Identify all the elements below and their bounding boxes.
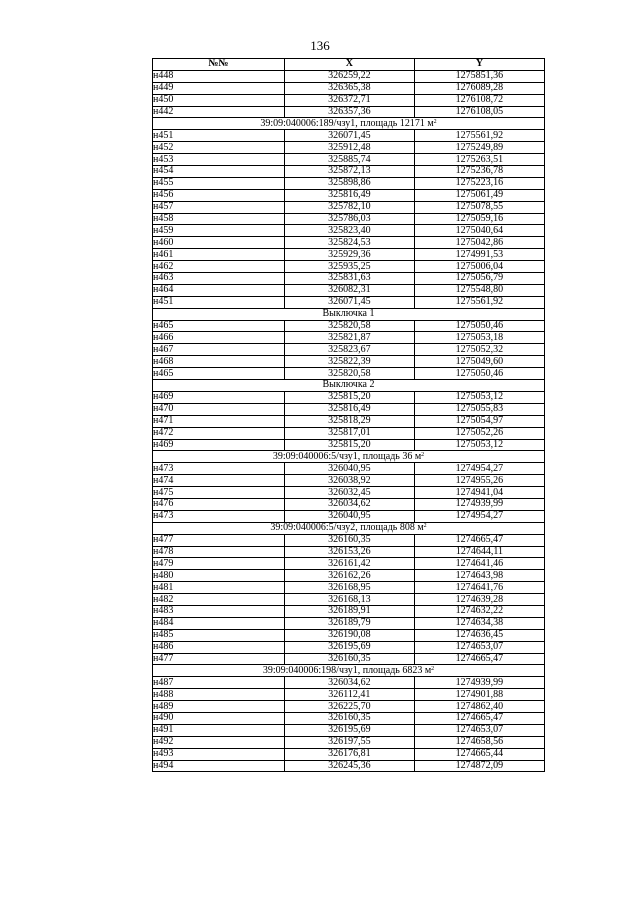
table-body	[153, 70, 545, 772]
point-id-cell: н487	[153, 677, 285, 689]
point-id-cell: н492	[153, 736, 285, 748]
point-id-cell: н448	[153, 70, 285, 82]
y-coordinate-cell: 1274641,46	[414, 558, 544, 570]
x-coordinate-cell: 325823,67	[284, 344, 414, 356]
y-coordinate-cell: 1275006,04	[414, 261, 544, 273]
table-row	[153, 582, 545, 594]
point-id-cell: н489	[153, 701, 285, 713]
y-coordinate-cell: 1275055,83	[414, 403, 544, 415]
table-row	[153, 154, 545, 166]
point-id-cell: н476	[153, 498, 285, 510]
x-coordinate-cell: 326168,95	[284, 582, 414, 594]
table-row	[153, 439, 545, 451]
y-coordinate-cell: 1274636,45	[414, 629, 544, 641]
table-row	[153, 189, 545, 201]
y-coordinate-cell: 1276108,05	[414, 106, 544, 118]
point-id-cell: н473	[153, 510, 285, 522]
section-title	[153, 118, 545, 130]
section-title	[153, 308, 545, 320]
section-row	[153, 380, 545, 392]
table-row	[153, 487, 545, 499]
x-coordinate-cell: 326040,95	[284, 510, 414, 522]
table-row	[153, 701, 545, 713]
table-row	[153, 653, 545, 665]
section-title	[153, 451, 545, 463]
x-coordinate-cell: 325872,13	[284, 166, 414, 178]
point-id-cell: н484	[153, 617, 285, 629]
x-coordinate-cell: 325816,49	[284, 403, 414, 415]
table-row	[153, 332, 545, 344]
table-row	[153, 498, 545, 510]
point-id-cell: н477	[153, 653, 285, 665]
point-id-cell: н454	[153, 166, 285, 178]
section-row	[153, 308, 545, 320]
y-coordinate-cell: 1275851,36	[414, 70, 544, 82]
point-id-cell: н490	[153, 712, 285, 724]
table-row	[153, 213, 545, 225]
table-row	[153, 70, 545, 82]
y-coordinate-cell: 1274644,11	[414, 546, 544, 558]
x-coordinate-cell: 325821,87	[284, 332, 414, 344]
table-row	[153, 427, 545, 439]
unit-superscript: 2	[421, 451, 425, 458]
point-id-cell: н461	[153, 249, 285, 261]
y-coordinate-cell: 1274954,27	[414, 463, 544, 475]
y-coordinate-cell: 1275078,55	[414, 201, 544, 213]
x-coordinate-cell: 326160,35	[284, 712, 414, 724]
x-coordinate-cell: 326195,69	[284, 641, 414, 653]
table-row	[153, 403, 545, 415]
x-coordinate-cell: 326365,38	[284, 82, 414, 94]
table-row	[153, 736, 545, 748]
x-coordinate-cell: 326195,69	[284, 724, 414, 736]
y-coordinate-cell: 1275056,79	[414, 273, 544, 285]
x-coordinate-cell: 326034,62	[284, 498, 414, 510]
table-row	[153, 546, 545, 558]
x-coordinate-cell: 326189,91	[284, 605, 414, 617]
y-coordinate-cell: 1275249,89	[414, 142, 544, 154]
point-id-cell: н467	[153, 344, 285, 356]
y-coordinate-cell: 1274653,07	[414, 724, 544, 736]
x-coordinate-cell: 326082,31	[284, 284, 414, 296]
y-coordinate-cell: 1275561,92	[414, 296, 544, 308]
y-coordinate-cell: 1274955,26	[414, 475, 544, 487]
column-header-x: X	[284, 59, 414, 71]
point-id-cell: н455	[153, 177, 285, 189]
point-id-cell: н493	[153, 748, 285, 760]
x-coordinate-cell: 326372,71	[284, 94, 414, 106]
y-coordinate-cell: 1275223,16	[414, 177, 544, 189]
x-coordinate-cell: 326160,35	[284, 534, 414, 546]
point-id-cell: н471	[153, 415, 285, 427]
x-coordinate-cell: 326190,08	[284, 629, 414, 641]
x-coordinate-cell: 325898,86	[284, 177, 414, 189]
y-coordinate-cell: 1274653,07	[414, 641, 544, 653]
x-coordinate-cell: 326161,42	[284, 558, 414, 570]
section-row	[153, 522, 545, 534]
table-row	[153, 510, 545, 522]
y-coordinate-cell: 1274872,09	[414, 760, 544, 772]
table-row	[153, 142, 545, 154]
y-coordinate-cell: 1274643,98	[414, 570, 544, 582]
x-coordinate-cell: 325815,20	[284, 439, 414, 451]
table-row	[153, 415, 545, 427]
x-coordinate-cell: 325912,48	[284, 142, 414, 154]
y-coordinate-cell: 1274665,47	[414, 712, 544, 724]
page-number: 136	[310, 38, 330, 53]
y-coordinate-cell: 1274634,38	[414, 617, 544, 629]
y-coordinate-cell: 1275052,26	[414, 427, 544, 439]
point-id-cell: н465	[153, 320, 285, 332]
table-row	[153, 249, 545, 261]
table-row	[153, 724, 545, 736]
table-header-row	[153, 59, 545, 71]
table-row	[153, 296, 545, 308]
y-coordinate-cell: 1275053,18	[414, 332, 544, 344]
table-row	[153, 689, 545, 701]
x-coordinate-cell: 325824,53	[284, 237, 414, 249]
x-coordinate-cell: 326153,26	[284, 546, 414, 558]
x-coordinate-cell: 326225,70	[284, 701, 414, 713]
table-row	[153, 356, 545, 368]
table-row	[153, 570, 545, 582]
point-id-cell: н464	[153, 284, 285, 296]
table-row	[153, 284, 545, 296]
point-id-cell: н458	[153, 213, 285, 225]
y-coordinate-cell: 1274939,99	[414, 677, 544, 689]
x-coordinate-cell: 325822,39	[284, 356, 414, 368]
x-coordinate-cell: 325817,01	[284, 427, 414, 439]
table-row	[153, 677, 545, 689]
point-id-cell: н463	[153, 273, 285, 285]
point-id-cell: н451	[153, 296, 285, 308]
point-id-cell: н481	[153, 582, 285, 594]
table-row	[153, 273, 545, 285]
section-row	[153, 451, 545, 463]
table-row	[153, 320, 545, 332]
section-title-text: 39:09:040006:198/чзу1, площадь 6823 м	[262, 664, 432, 676]
point-id-cell: н452	[153, 142, 285, 154]
x-coordinate-cell: 326040,95	[284, 463, 414, 475]
y-coordinate-cell: 1275052,32	[414, 344, 544, 356]
table-row	[153, 617, 545, 629]
section-row	[153, 118, 545, 130]
x-coordinate-cell: 326034,62	[284, 677, 414, 689]
table-row	[153, 261, 545, 273]
y-coordinate-cell: 1274641,76	[414, 582, 544, 594]
point-id-cell: н449	[153, 82, 285, 94]
y-coordinate-cell: 1275236,78	[414, 166, 544, 178]
y-coordinate-cell: 1275263,51	[414, 154, 544, 166]
point-id-cell: н488	[153, 689, 285, 701]
coordinates-table	[152, 58, 545, 772]
point-id-cell: н479	[153, 558, 285, 570]
point-id-cell: н456	[153, 189, 285, 201]
x-coordinate-cell: 326071,45	[284, 296, 414, 308]
table-row	[153, 463, 545, 475]
column-header-y: Y	[414, 59, 544, 71]
table-row	[153, 534, 545, 546]
y-coordinate-cell: 1275053,12	[414, 391, 544, 403]
table-row	[153, 475, 545, 487]
x-coordinate-cell: 326176,81	[284, 748, 414, 760]
table-row	[153, 558, 545, 570]
table-row	[153, 130, 545, 142]
point-id-cell: н470	[153, 403, 285, 415]
y-coordinate-cell: 1275061,49	[414, 189, 544, 201]
section-title	[153, 522, 545, 534]
y-coordinate-cell: 1274632,22	[414, 605, 544, 617]
x-coordinate-cell: 326357,36	[284, 106, 414, 118]
point-id-cell: н485	[153, 629, 285, 641]
table-row	[153, 760, 545, 772]
y-coordinate-cell: 1274941,04	[414, 487, 544, 499]
y-coordinate-cell: 1275049,60	[414, 356, 544, 368]
y-coordinate-cell: 1275042,86	[414, 237, 544, 249]
table-row	[153, 201, 545, 213]
point-id-cell: н469	[153, 391, 285, 403]
point-id-cell: н472	[153, 427, 285, 439]
table-row	[153, 368, 545, 380]
section-title-text: 39:09:040006:5/чзу2, площадь 808 м	[270, 522, 424, 534]
y-coordinate-cell: 1275053,12	[414, 439, 544, 451]
x-coordinate-cell: 325831,63	[284, 273, 414, 285]
point-id-cell: н453	[153, 154, 285, 166]
unit-superscript: 2	[431, 665, 435, 672]
y-coordinate-cell: 1275548,80	[414, 284, 544, 296]
point-id-cell: н451	[153, 130, 285, 142]
point-id-cell: н457	[153, 201, 285, 213]
y-coordinate-cell: 1274639,28	[414, 594, 544, 606]
y-coordinate-cell: 1274901,88	[414, 689, 544, 701]
y-coordinate-cell: 1276108,72	[414, 94, 544, 106]
x-coordinate-cell: 326032,45	[284, 487, 414, 499]
y-coordinate-cell: 1275054,97	[414, 415, 544, 427]
point-id-cell: н491	[153, 724, 285, 736]
y-coordinate-cell: 1274954,27	[414, 510, 544, 522]
unit-superscript: 2	[423, 523, 427, 530]
x-coordinate-cell: 325929,36	[284, 249, 414, 261]
point-id-cell: н450	[153, 94, 285, 106]
y-coordinate-cell: 1275040,64	[414, 225, 544, 237]
x-coordinate-cell: 325820,58	[284, 368, 414, 380]
y-coordinate-cell: 1275059,16	[414, 213, 544, 225]
y-coordinate-cell: 1274665,47	[414, 534, 544, 546]
y-coordinate-cell: 1274658,56	[414, 736, 544, 748]
table-row	[153, 344, 545, 356]
point-id-cell: н466	[153, 332, 285, 344]
x-coordinate-cell: 326168,13	[284, 594, 414, 606]
y-coordinate-cell: 1274991,53	[414, 249, 544, 261]
x-coordinate-cell: 326162,26	[284, 570, 414, 582]
x-coordinate-cell: 325782,10	[284, 201, 414, 213]
x-coordinate-cell: 325818,29	[284, 415, 414, 427]
point-id-cell: н442	[153, 106, 285, 118]
table-row	[153, 629, 545, 641]
x-coordinate-cell: 325816,49	[284, 189, 414, 201]
x-coordinate-cell: 325935,25	[284, 261, 414, 273]
x-coordinate-cell: 325820,58	[284, 320, 414, 332]
y-coordinate-cell: 1275050,46	[414, 320, 544, 332]
x-coordinate-cell: 326189,79	[284, 617, 414, 629]
x-coordinate-cell: 326112,41	[284, 689, 414, 701]
point-id-cell: н468	[153, 356, 285, 368]
unit-superscript: 2	[433, 118, 437, 125]
y-coordinate-cell: 1274665,44	[414, 748, 544, 760]
table-row	[153, 177, 545, 189]
point-id-cell: н465	[153, 368, 285, 380]
section-title-text: 39:09:040006:189/чзу1, площадь 12171 м	[260, 117, 434, 129]
table-row	[153, 594, 545, 606]
point-id-cell: н478	[153, 546, 285, 558]
table-row	[153, 225, 545, 237]
table-row	[153, 94, 545, 106]
point-id-cell: н473	[153, 463, 285, 475]
point-id-cell: н474	[153, 475, 285, 487]
point-id-cell: н482	[153, 594, 285, 606]
y-coordinate-cell: 1275561,92	[414, 130, 544, 142]
point-id-cell: н480	[153, 570, 285, 582]
point-id-cell: н483	[153, 605, 285, 617]
x-coordinate-cell: 326259,22	[284, 70, 414, 82]
table-row	[153, 605, 545, 617]
x-coordinate-cell: 326197,55	[284, 736, 414, 748]
point-id-cell: н475	[153, 487, 285, 499]
y-coordinate-cell: 1275050,46	[414, 368, 544, 380]
x-coordinate-cell: 325815,20	[284, 391, 414, 403]
table-row	[153, 748, 545, 760]
section-title	[153, 665, 545, 677]
table-row	[153, 106, 545, 118]
y-coordinate-cell: 1274862,40	[414, 701, 544, 713]
x-coordinate-cell: 326160,35	[284, 653, 414, 665]
x-coordinate-cell: 325885,74	[284, 154, 414, 166]
x-coordinate-cell: 326071,45	[284, 130, 414, 142]
table-row	[153, 712, 545, 724]
section-title-text: Выключка 1	[322, 308, 375, 320]
section-row	[153, 665, 545, 677]
point-id-cell: н477	[153, 534, 285, 546]
point-id-cell: н462	[153, 261, 285, 273]
column-header-number: №№	[153, 59, 285, 71]
x-coordinate-cell: 325786,03	[284, 213, 414, 225]
x-coordinate-cell: 325823,40	[284, 225, 414, 237]
x-coordinate-cell: 326245,36	[284, 760, 414, 772]
table-row	[153, 166, 545, 178]
y-coordinate-cell: 1276089,28	[414, 82, 544, 94]
y-coordinate-cell: 1274665,47	[414, 653, 544, 665]
table-row	[153, 391, 545, 403]
section-title	[153, 380, 545, 392]
section-title-text: 39:09:040006:5/чзу1, площадь 36 м	[272, 450, 422, 462]
table-row	[153, 237, 545, 249]
table-row	[153, 82, 545, 94]
point-id-cell: н469	[153, 439, 285, 451]
section-title-text: Выключка 2	[322, 379, 375, 391]
point-id-cell: н486	[153, 641, 285, 653]
point-id-cell: н494	[153, 760, 285, 772]
point-id-cell: н459	[153, 225, 285, 237]
table-row	[153, 641, 545, 653]
point-id-cell: н460	[153, 237, 285, 249]
x-coordinate-cell: 326038,92	[284, 475, 414, 487]
y-coordinate-cell: 1274939,99	[414, 498, 544, 510]
